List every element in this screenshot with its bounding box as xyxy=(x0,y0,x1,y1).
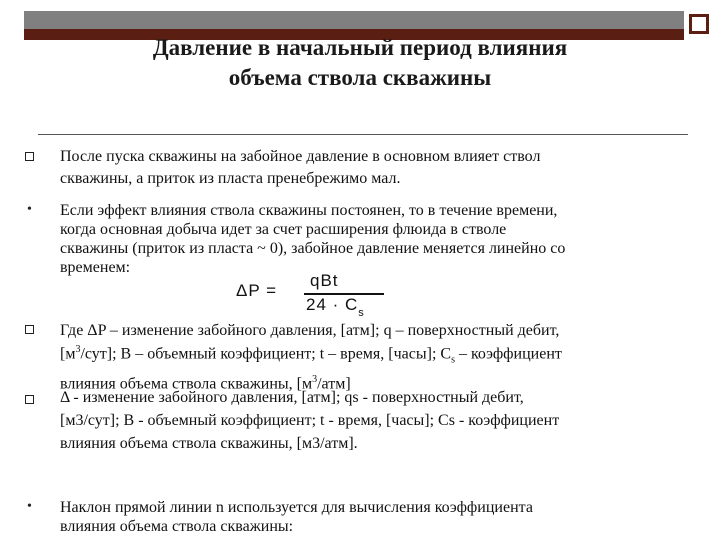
slide-title xyxy=(24,33,696,93)
item-line-part: [м xyxy=(60,345,76,363)
square-bullet-icon xyxy=(25,395,34,404)
header-bar-gray xyxy=(24,11,684,29)
formula-denominator xyxy=(306,295,365,319)
list-item xyxy=(60,146,700,190)
corner-square-icon xyxy=(689,14,709,34)
list-item xyxy=(60,498,700,536)
dot-bullet-icon: • xyxy=(27,499,32,514)
item-line: скважины (приток из пласта ~ 0), забойное давление меняется линейно со xyxy=(60,240,566,257)
list-item xyxy=(60,201,700,277)
item-line-part: влияния объема ствола скважины, [м xyxy=(60,374,313,392)
item-line: Наклон прямой линии n используется для вычисления коэффициента xyxy=(60,499,533,516)
formula-denominator-main: 24 · C xyxy=(306,295,359,314)
item-line: Где ΔP – изменение забойного давления, [атм]; q – поверхностный дебит, xyxy=(60,322,560,339)
title-divider xyxy=(38,134,688,135)
item-line: Δ - изменение забойного давления, [атм]; qs - поверхностный дебит, xyxy=(60,389,524,406)
title-line-2: объема ствола скважины xyxy=(228,65,492,90)
item-line: когда основная добыча идет за счет расширения флюида в стволе xyxy=(60,221,507,238)
superscript: 3 xyxy=(75,344,81,355)
subscript: s xyxy=(451,354,455,366)
item-line xyxy=(60,340,700,370)
item-line: временем: xyxy=(60,259,131,276)
item-line: влияния объема ствола скважины: xyxy=(60,518,294,535)
formula-lhs: ΔP = xyxy=(236,281,278,300)
dot-bullet-icon: • xyxy=(27,202,32,217)
square-bullet-icon xyxy=(25,325,34,334)
list-item xyxy=(60,321,700,393)
item-line: скважины, а приток из пласта пренебрежимо мал. xyxy=(60,170,401,187)
superscript: 3 xyxy=(312,373,318,385)
item-line-part: /сут]; B – объемный коэффициент; t – время, [часы]; C xyxy=(80,345,452,363)
formula-denominator-sub: s xyxy=(358,307,365,319)
item-line-part: – коэффициент xyxy=(454,345,562,363)
list-item xyxy=(60,386,700,455)
item-line: влияния объема ствола скважины, [м3/атм]. xyxy=(60,435,358,452)
pressure-formula xyxy=(236,271,396,317)
item-line: После пуска скважины на забойное давление в основном влияет ствол xyxy=(60,148,541,165)
title-line-1: Давление в начальный период влияния xyxy=(152,35,568,60)
item-line: [м3/сут]; B - объемный коэффициент; t - время, [часы]; Cs - коэффициент xyxy=(60,412,560,429)
square-bullet-icon xyxy=(25,152,34,161)
formula-numerator: qBt xyxy=(310,271,339,290)
item-line-part: /атм] xyxy=(317,374,351,392)
item-line: Если эффект влияния ствола скважины постоянен, то в течение времени, xyxy=(60,202,558,219)
